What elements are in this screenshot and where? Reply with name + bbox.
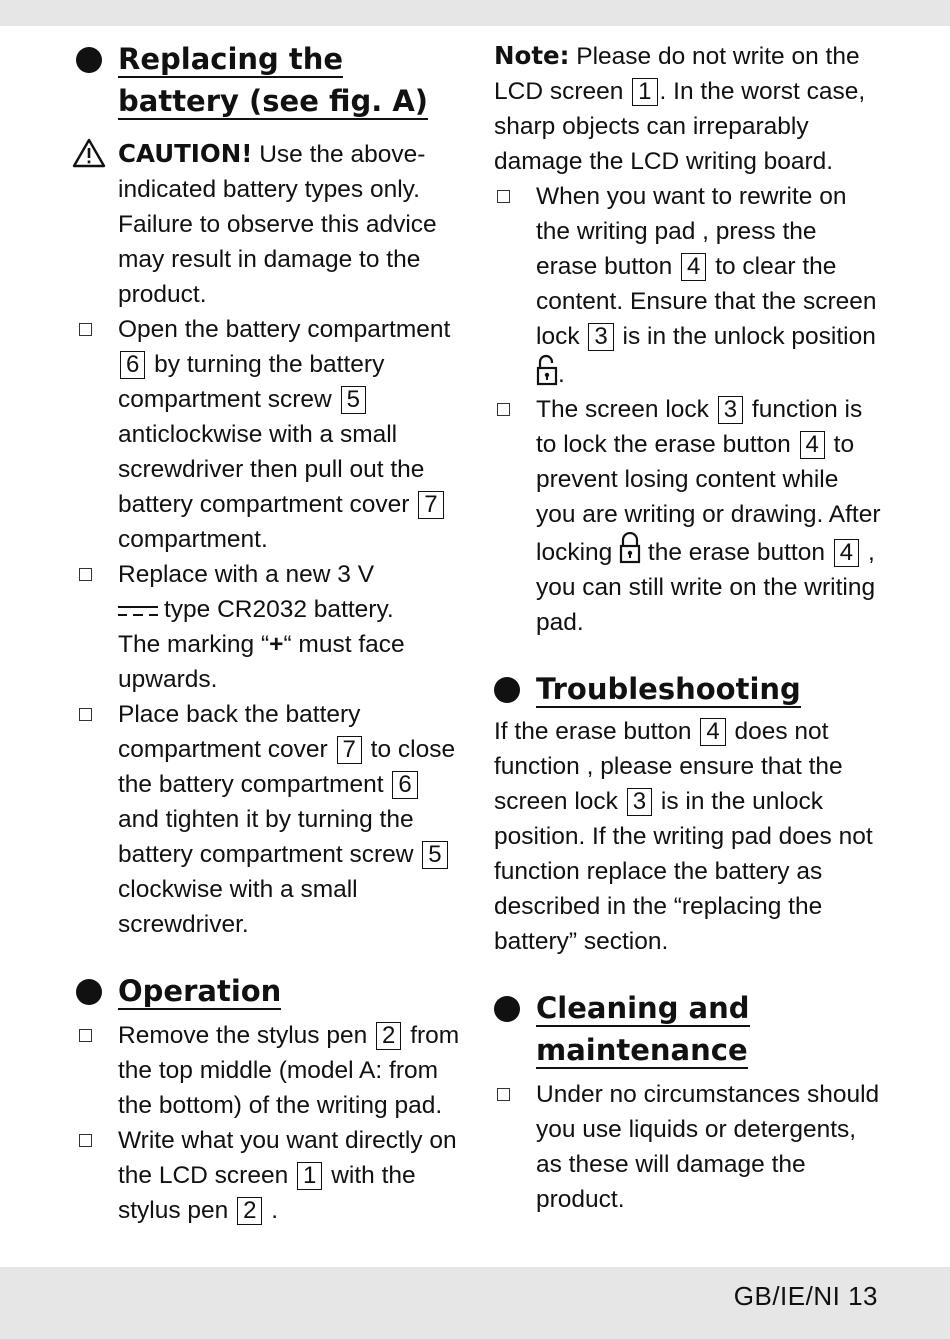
unlock-icon: [536, 354, 558, 386]
warning-icon: [72, 138, 106, 168]
bullet-dot: [494, 677, 520, 703]
checkbox-bullet-icon: [79, 323, 92, 336]
caution-text: Use the above-indicated battery types only. Failure to observe this advice may result in damage to the product.: [118, 141, 437, 308]
list-item: Open the battery compartment 6 by turning the battery compartment screw 5 anticlockwise with a small screwdriver then pull out the battery compartment cover 7 compartment.: [76, 312, 466, 557]
checkbox-bullet-icon: [79, 1029, 92, 1042]
ref-label: 1: [632, 78, 657, 106]
list-item: Write what you want directly on the LCD screen 1 with the stylus pen 2 .: [76, 1123, 466, 1228]
checkbox-bullet-icon: [79, 1134, 92, 1147]
heading-troubleshooting: Troubleshooting: [536, 672, 801, 706]
section-heading-troubleshooting: [494, 668, 884, 710]
ref-label: 4: [800, 431, 825, 459]
ref-label: 5: [422, 841, 447, 869]
ref-label: 1: [297, 1162, 322, 1190]
section-heading-battery: [76, 38, 466, 122]
ref-label: 6: [392, 771, 417, 799]
note-paragraph: Note: Please do not write on the LCD screen 1 . In the worst case, sharp objects can irreparably damage the LCD writing board.: [494, 41, 866, 175]
lock-icon: [619, 532, 641, 564]
list-item: Replace with a new 3 V type CR2032 battery. The marking “+“ must face upwards.: [76, 557, 466, 697]
list-item: Place back the battery compartment cover 7 to close the battery compartment 6 and tighten it by turning the battery compartment screw 5 clockwise with a small screwdriver.: [76, 697, 466, 942]
section-heading-cleaning: [494, 987, 884, 1071]
heading-battery-line2: battery (see fig. A): [118, 84, 429, 118]
ref-label: 5: [341, 386, 366, 414]
note-label: Note:: [494, 41, 570, 70]
section-heading-operation: [76, 970, 466, 1012]
list-item: When you want to rewrite on the writing pad , press the erase button 4 to clear the content. Ensure that the screen lock 3 is in the unlock position .: [494, 179, 884, 392]
list-item: The screen lock 3 function is to lock the erase button 4 to prevent losing content while you are writing or drawing. After locking the erase button 4 , you can still write on the writing pad.: [494, 392, 884, 640]
checkbox-bullet-icon: [497, 403, 510, 416]
heading-operation: Operation: [118, 974, 282, 1008]
ref-label: 7: [418, 491, 443, 519]
checkbox-bullet-icon: [497, 190, 510, 203]
checkbox-bullet-icon: [79, 568, 92, 581]
page-number: GB/IE/NI 13: [733, 1281, 878, 1311]
bullet-dot: [76, 979, 102, 1005]
direct-current-icon: [118, 604, 158, 618]
heading-cleaning-line1: Cleaning and: [536, 991, 750, 1025]
heading-cleaning-line2: maintenance: [536, 1033, 748, 1067]
checkbox-bullet-icon: [497, 1088, 510, 1101]
ref-label: 6: [120, 351, 145, 379]
checkbox-bullet-icon: [79, 708, 92, 721]
ref-label: 4: [834, 539, 859, 567]
bullet-dot: [494, 996, 520, 1022]
caution-label: CAUTION!: [118, 139, 253, 168]
ref-label: 2: [376, 1022, 401, 1050]
left-column: [76, 38, 466, 1228]
ref-label: 2: [237, 1197, 262, 1225]
ref-label: 7: [337, 736, 362, 764]
top-bar: [0, 0, 950, 26]
ref-label: 3: [627, 788, 652, 816]
list-item: Remove the stylus pen 2 from the top middle (model A: from the bottom) of the writing pad.: [76, 1018, 466, 1123]
ref-label: 4: [700, 718, 725, 746]
caution-block: [76, 136, 466, 312]
ref-label: 4: [681, 253, 706, 281]
ref-label: 3: [588, 323, 613, 351]
list-item: Under no circumstances should you use liquids or detergents, as these will damage the product.: [494, 1077, 884, 1217]
troubleshooting-paragraph: If the erase button 4 does not function , please ensure that the screen lock 3 is in the unlock position. If the writing pad does not function replace the battery as described in the “replacing the battery” section.: [494, 718, 873, 955]
bullet-dot: [76, 47, 102, 73]
ref-label: 3: [718, 396, 743, 424]
plus-marking: +: [269, 631, 284, 658]
heading-battery-line1: Replacing the: [118, 42, 344, 76]
right-column: [494, 38, 884, 1217]
